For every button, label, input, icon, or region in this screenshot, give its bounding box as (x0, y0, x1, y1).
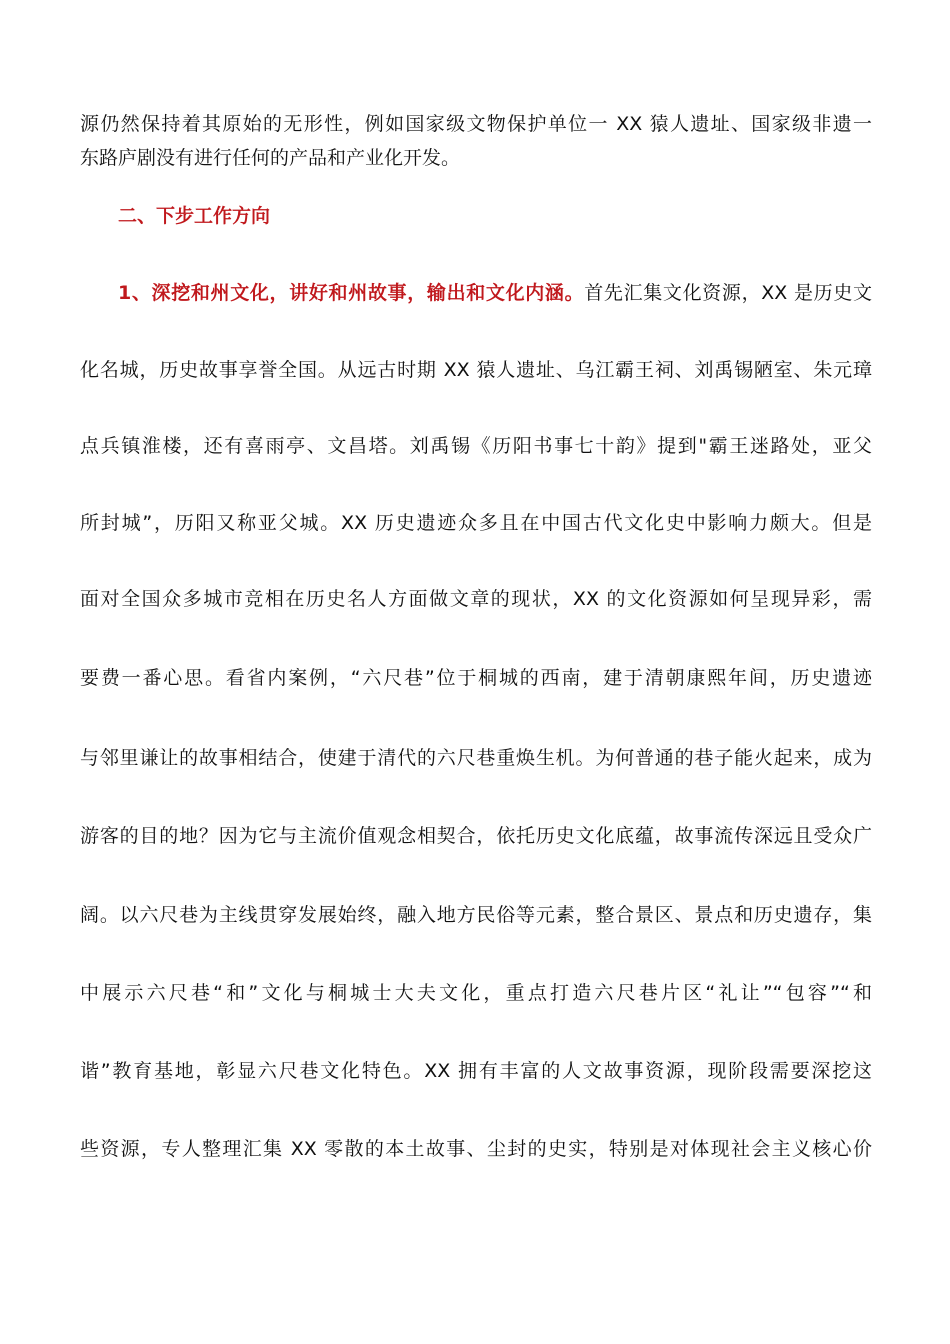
paragraph-line: 要费一番心思。看省内案例，“六尺巷”位于桐城的西南，建于清朝康熙年间，历史遗迹 (80, 667, 872, 689)
intro-line-2: 东路庐剧没有进行任何的产品和产业化开发。 (80, 147, 461, 169)
item1-title: 1、深挖和州文化，讲好和州故事，输出和文化内涵。 (118, 282, 585, 304)
section-heading: 二、下步工作方向 (118, 205, 271, 227)
paragraph-line: 所封城”，历阳又称亚父城。XX 历史遗迹众多且在中国古代文化史中影响力颇大。但是 (80, 512, 872, 534)
paragraph-line: 游客的目的地？因为它与主流价值观念相契合，依托历史文化底蕴，故事流传深远且受众广 (80, 825, 872, 847)
paragraph-line: 些资源，专人整理汇集 XX 零散的本土故事、尘封的史实，特别是对体现社会主义核心价 (80, 1138, 872, 1160)
paragraph-line: 谐”教育基地，彰显六尺巷文化特色。XX 拥有丰富的人文故事资源，现阶段需要深挖这 (80, 1060, 872, 1082)
intro-line-1: 源仍然保持着其原始的无形性，例如国家级文物保护单位一 XX 猿人遗址、国家级非遗一 (80, 113, 872, 135)
paragraph-line: 与邻里谦让的故事相结合，使建于清代的六尺巷重焕生机。为何普通的巷子能火起来，成为 (80, 747, 872, 769)
item1-first-line-text: 首先汇集文化资源，XX 是历史文 (584, 282, 872, 304)
paragraph-line: 化名城，历史故事享誉全国。从远古时期 XX 猿人遗址、乌江霸王祠、刘禹锡陋室、朱元璋 (80, 359, 872, 381)
paragraph-line: 中展示六尺巷“和”文化与桐城士大夫文化，重点打造六尺巷片区“礼让”“包容”“和 (80, 982, 872, 1004)
paragraph-line: 面对全国众多城市竞相在历史名人方面做文章的现状，XX 的文化资源如何呈现异彩，需 (80, 588, 872, 610)
paragraph-line: 阔。以六尺巷为主线贯穿发展始终，融入地方民俗等元素，整合景区、景点和历史遗存，集 (80, 904, 872, 926)
item1-first-line (118, 280, 872, 306)
paragraph-line: 点兵镇淮楼，还有喜雨亭、文昌塔。刘禹锡《历阳书事七十韵》提到"霸王迷路处，亚父 (80, 435, 872, 457)
